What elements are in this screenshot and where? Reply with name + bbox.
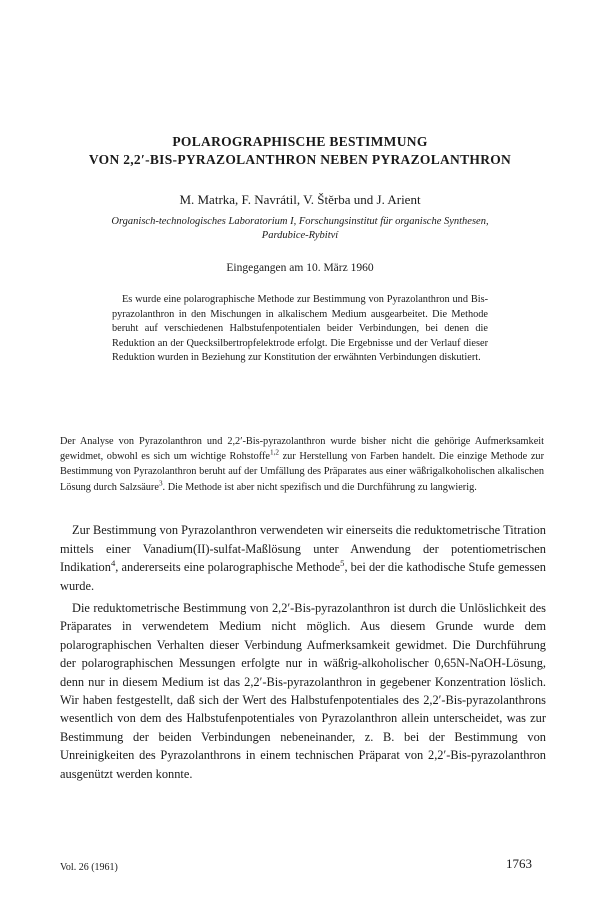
page-number: 1763: [506, 856, 532, 871]
intro-text-2: zur Herstellung von Farben handelt. Die einzige Methode zur Bestimmung von Pyrazolanthron beruht auf der Umfällung des Präparates aus einer wäßrigalkoholischen alkalischen Lösung durch Salzsäure: [60, 451, 545, 493]
article-title-line-1: POLAROGRAPHISCHE BESTIMMUNG: [172, 134, 428, 149]
reference-marker: 1,2: [269, 448, 279, 457]
volume-info: Vol. 26 (1961): [60, 862, 118, 873]
intro-text-3: . Die Methode ist aber nicht spezifisch und die Durchführung zu langwierig.: [162, 481, 477, 493]
affiliation-line-1: Organisch-technologisches Laboratorium I, Forschungsinstitut für organische Synthesen,: [111, 216, 489, 227]
body-paragraph-2: Die reduktometrische Bestimmung von 2,2′-Bis-pyrazolanthron ist durch die Unlöslichkeit des Präparates in verwendetem Medium nicht möglich. Aus diesem Grunde wurde dem polarographischen Verhalten dieser Verbindung Aufmerksamkeit gewidmet. Die Durchführung der polarographischen Messungen erfolgte nur in wäßrig-alkoholischer 0,65N-NaOH-Lösung, denn nur in diesem Medium ist das 2,2′-Bis-pyrazolanthron in gegebener Konzentration löslich. Wir haben festgestellt, daß sich der Wert des Halbstufenpotentiales des 2,2′-Bis-pyrazolanthrons wesentlich von dem des Halbstufenpotentiales von Pyrazolanthron allein unterscheidet, was zur Bestimmung der beiden Verbindungen nebeneinander, z. B. bei der Bestimmung von Unreinigkeiten des Pyrazolanthrons in einem technischen Präparat von 2,2′-Bis-pyrazolanthron ausgenützt werden konnte.: [60, 601, 546, 781]
author-list: M. Matrka, F. Navrátil, V. Štěrba und J. Arient: [179, 192, 421, 207]
body-text-1: Zur Bestimmung von Pyrazolanthron verwendeten wir einerseits die reduktometrische Titration mittels einer Vanadium(II)-sulfat-Maßlösung unter Anwendung der potentiometrischen Indikation: [60, 523, 546, 575]
article-title-line-2: VON 2,2′-BIS-PYRAZOLANTHRON NEBEN PYRAZOLANTHRON: [88, 152, 512, 167]
body-text-3: , bei der die kathodische Stufe gemessen wurde.: [60, 560, 546, 593]
affiliation: [62, 215, 538, 243]
reference-marker: 3: [158, 479, 163, 488]
reference-marker: 4: [110, 558, 116, 569]
body-paragraph-1: [60, 521, 546, 595]
intro-paragraph: [60, 434, 544, 495]
affiliation-line-2: Pardubice-Rybitví: [261, 230, 339, 241]
body-text-2: , andererseits eine polarographische Methode: [115, 560, 341, 575]
intro-text-1: Der Analyse von Pyrazolanthron und 2,2′-Bis-pyrazolanthron wurde bisher nicht die gehörige Aufmerksamkeit gewidmet, obwohl es sich um wichtige Rohstoffe: [60, 436, 544, 463]
abstract: Es wurde eine polarographische Methode zur Bestimmung von Pyrazolanthron und Bis-pyrazolanthron in den Mischungen in alkalischem Medium ausgearbeitet. Die Methode beruht auf verschiedenen Halbstufenpotentialen beider Verbindungen, bei denen die Reduktion an der Quecksilbertropfelektrode erfolgt. Die Ergebnisse und der Verlauf dieser Reduktion wurden in Beziehung zur Konstitution der erwähnten Verbindungen diskutiert.: [112, 294, 488, 363]
received-date: Eingegangen am 10. März 1960: [226, 262, 374, 274]
reference-marker: 5: [340, 558, 345, 569]
